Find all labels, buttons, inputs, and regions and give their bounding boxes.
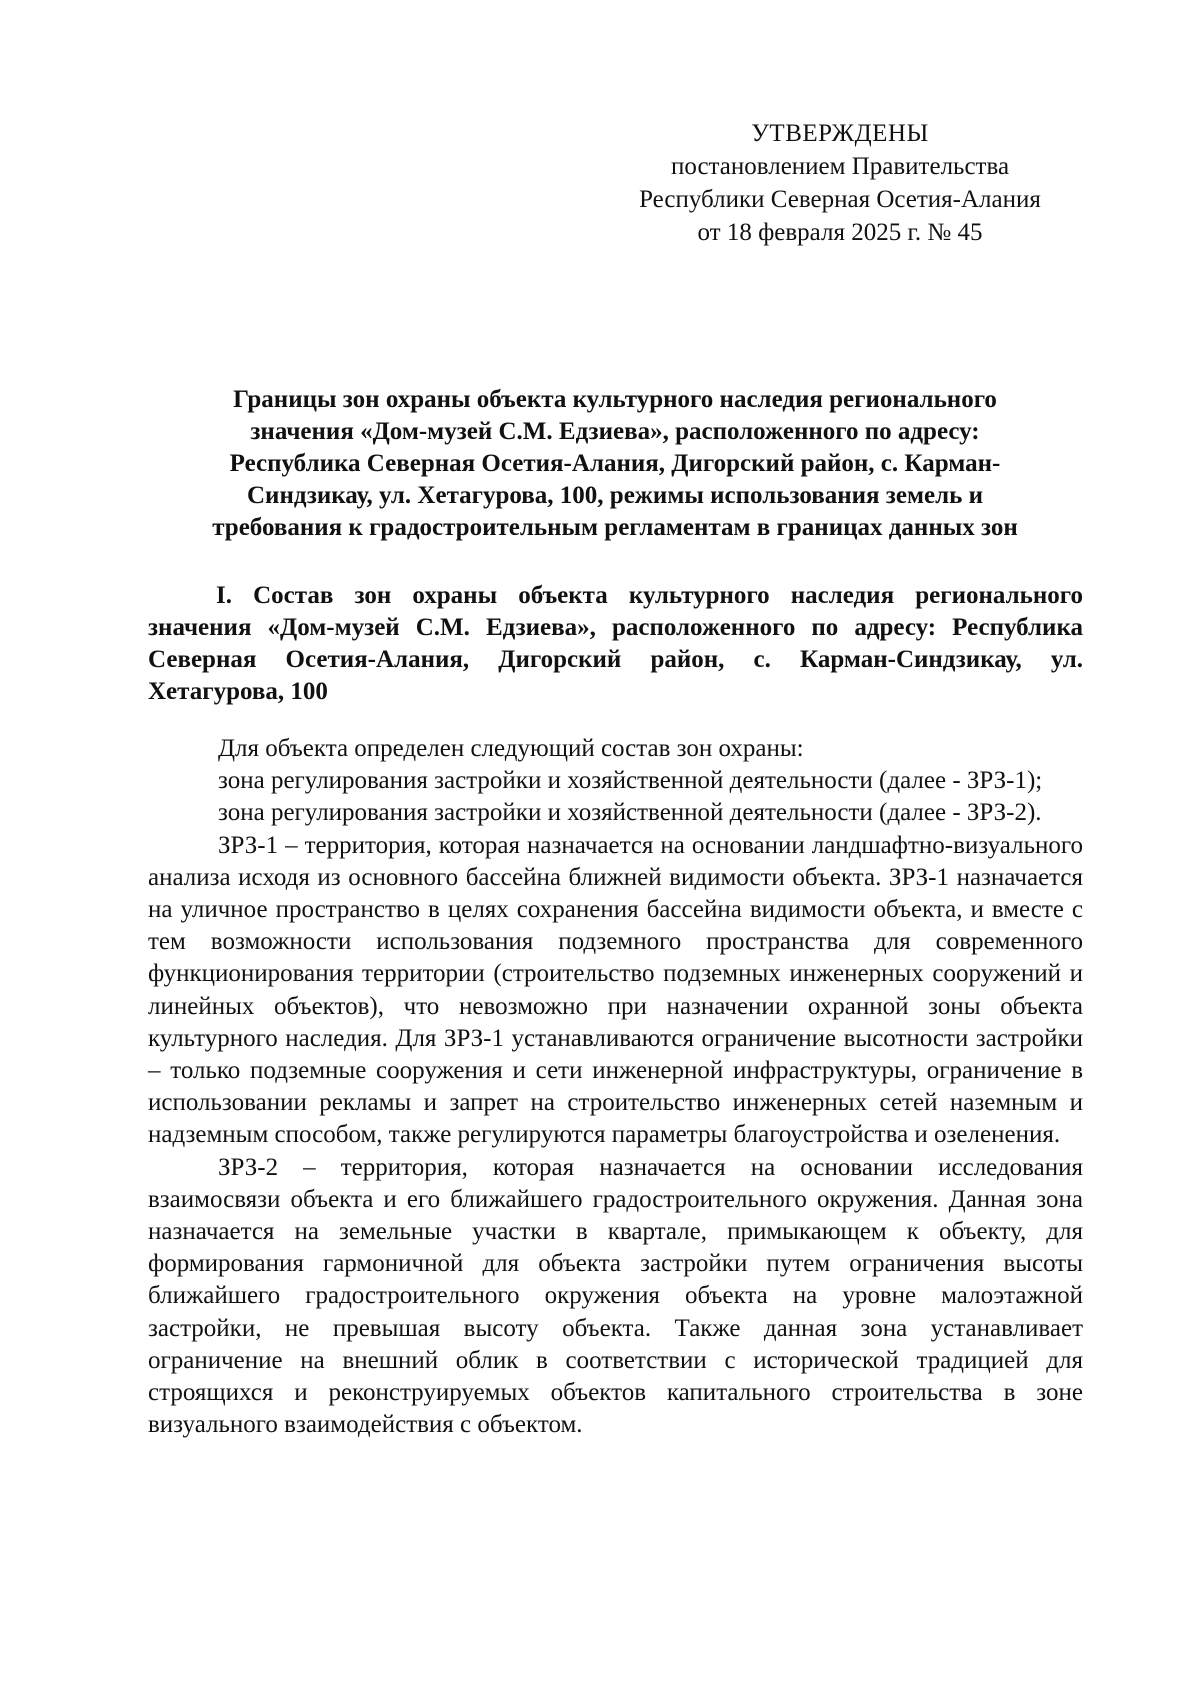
- paragraph-zrz-2-description: ЗРЗ-2 – территория, которая назначается на основании исследования взаимосвязи объекта и его ближайшего градостроительного окружения. Данная зона назначается на земельные участки в квартале, примыкающем к объекту, для формирования гармоничной для объекта застройки путем ограничения высоты ближайшего градостроительного окружения объекта на уровне малоэтажной застройки, не превышая высоту объекта. Также данная зона устанавливает ограничение на внешний облик в соответствии с исторической традицией для строящихся и реконструируемых объектов капитального строительства в зоне визуального взаимодействия с объектом.: [148, 1153, 1083, 1439]
- document-title: [150, 384, 1080, 544]
- approval-line-2: Республики Северная Осетия-Алания: [639, 186, 1041, 213]
- title-line-5: требования к градостроительным регламентам в границах данных зон: [212, 514, 1018, 541]
- paragraph-zrz-1-description: ЗРЗ-1 – территория, которая назначается на основании ландшафтно-визуального анализа исходя из основного бассейна ближней видимости объекта. ЗРЗ-1 назначается на уличное пространство в целях сохранения бассейна видимости объекта, и вместе с тем возможности использования подземного пространства для современного функционирования территории (строительство подземных инженерных сооружений и линейных объектов), что невозможно при назначении охранной зоны объекта культурного наследия. Для ЗРЗ-1 устанавливаются ограничение высотности застройки – только подземные сооружения и сети инженерной инфраструктуры, ограничение в использовании рекламы и запрет на строительство инженерных сетей наземным и надземным способом, также регулируются параметры благоустройства и озеленения.: [148, 831, 1083, 1149]
- section-1-heading: [148, 580, 1083, 708]
- approval-heading: УТВЕРЖДЕНЫ: [751, 120, 929, 147]
- approval-line-1: постановлением Правительства: [670, 153, 1010, 180]
- title-line-2: значения «Дом-музей С.М. Едзиева», расположенного по адресу:: [250, 418, 980, 445]
- paragraph-zone-1: зона регулирования застройки и хозяйственной деятельности (далее - ЗРЗ-1);: [218, 767, 1043, 795]
- approval-line-3: от 18 февраля 2025 г. № 45: [697, 219, 983, 246]
- paragraph-zone-2: зона регулирования застройки и хозяйственной деятельности (далее - ЗРЗ-2).: [218, 799, 1042, 827]
- title-line-1: Границы зон охраны объекта культурного наследия регионального: [233, 386, 997, 413]
- paragraph-zones-intro: Для объекта определен следующий состав зон охраны:: [218, 735, 804, 762]
- section-1-heading-text: I. Состав зон охраны объекта культурного наследия регионального значения «Дом-музей С.М. Едзиева», расположенного по адресу: Республика Северная Осетия-Алания, Дигорский район, с. Карман-Синдзикау, ул. Хетагурова, 100: [148, 582, 1083, 705]
- document-body: [148, 733, 1083, 1441]
- approval-stamp: [590, 117, 1090, 249]
- title-line-3: Республика Северная Осетия-Алания, Дигорский район, с. Карман-: [229, 450, 1001, 477]
- title-line-4: Синдзикау, ул. Хетагурова, 100, режимы использования земель и: [247, 482, 983, 509]
